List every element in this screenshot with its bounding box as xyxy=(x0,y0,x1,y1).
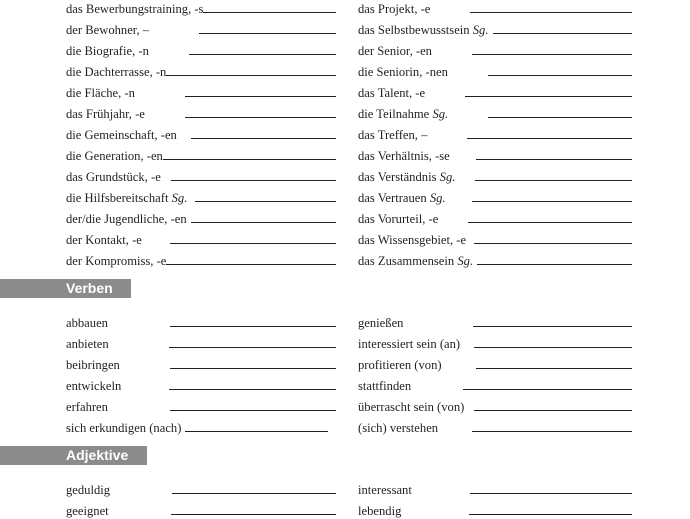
vocab-row xyxy=(358,38,632,59)
answer-line[interactable] xyxy=(191,138,336,139)
vocab-term: die Hilfsbereitschaft Sg. xyxy=(66,191,188,205)
vocab-row xyxy=(66,352,336,373)
vocab-row xyxy=(66,164,336,185)
vocab-row xyxy=(66,331,336,352)
vocab-row xyxy=(358,310,632,331)
vocab-row xyxy=(66,143,336,164)
vocab-row xyxy=(66,373,336,394)
vocab-term: das Verhältnis, -se xyxy=(358,149,450,163)
answer-line[interactable] xyxy=(195,201,336,202)
vocab-term: der Kompromiss, -e xyxy=(66,254,167,268)
vocab-term: beibringen xyxy=(66,358,120,372)
vocab-term: interessant xyxy=(358,483,412,497)
vocab-term: das Vertrauen Sg. xyxy=(358,191,446,205)
answer-line[interactable] xyxy=(488,75,632,76)
vocab-term: das Verständnis Sg. xyxy=(358,170,456,184)
vocab-row xyxy=(358,415,632,436)
vocab-term: geduldig xyxy=(66,483,111,497)
vocab-term: geeignet xyxy=(66,504,109,518)
vocab-row xyxy=(66,0,336,17)
section-heading-verben: Verben xyxy=(0,279,131,298)
answer-line[interactable] xyxy=(171,514,336,515)
answer-line[interactable] xyxy=(166,264,336,265)
vocab-term: die Teilnahme Sg. xyxy=(358,107,449,121)
vocab-row xyxy=(358,164,632,185)
vocab-term: der Bewohner, – xyxy=(66,23,150,37)
vocab-term: stattfinden xyxy=(358,379,412,393)
answer-line[interactable] xyxy=(170,326,336,327)
vocab-row xyxy=(358,185,632,206)
vocab-row xyxy=(358,248,632,269)
answer-line[interactable] xyxy=(477,264,632,265)
vocab-row xyxy=(66,80,336,101)
vocab-term: entwickeln xyxy=(66,379,122,393)
answer-line[interactable] xyxy=(493,33,633,34)
vocab-term: die Biografie, -n xyxy=(66,44,149,58)
vocab-row xyxy=(358,101,632,122)
vocab-term: genießen xyxy=(358,316,404,330)
vocab-row xyxy=(358,352,632,373)
vocab-term: interessiert sein (an) xyxy=(358,337,461,351)
answer-line[interactable] xyxy=(170,368,336,369)
section-heading-adjektive: Adjektive xyxy=(0,446,147,465)
vocab-term: profitieren (von) xyxy=(358,358,442,372)
vocab-term: abbauen xyxy=(66,316,108,330)
vocab-term: das Treffen, – xyxy=(358,128,428,142)
vocab-row xyxy=(66,38,336,59)
answer-line[interactable] xyxy=(203,12,336,13)
vocab-term: lebendig xyxy=(358,504,402,518)
vocab-row xyxy=(358,59,632,80)
vocab-row xyxy=(66,310,336,331)
vocab-term: das Talent, -e xyxy=(358,86,426,100)
answer-line[interactable] xyxy=(465,96,632,97)
vocab-row xyxy=(66,394,336,415)
vocab-term: das Zusammensein Sg. xyxy=(358,254,474,268)
answer-line[interactable] xyxy=(469,514,632,515)
vocab-row xyxy=(358,477,632,498)
vocab-term: das Selbstbewusstsein Sg. xyxy=(358,23,489,37)
vocab-term: das Frühjahr, -e xyxy=(66,107,145,121)
answer-line[interactable] xyxy=(472,201,632,202)
vocab-row xyxy=(358,331,632,352)
answer-line[interactable] xyxy=(476,159,632,160)
vocab-row xyxy=(66,59,336,80)
answer-line[interactable] xyxy=(488,117,632,118)
vocab-row xyxy=(358,17,632,38)
vocab-row xyxy=(66,498,336,519)
vocab-row xyxy=(66,227,336,248)
vocab-term: das Vorurteil, -e xyxy=(358,212,439,226)
vocab-term: der Kontakt, -e xyxy=(66,233,142,247)
answer-line[interactable] xyxy=(170,410,336,411)
vocab-term: der Senior, -en xyxy=(358,44,432,58)
vocab-row xyxy=(66,248,336,269)
answer-line[interactable] xyxy=(474,410,632,411)
vocab-term: die Gemeinschaft, -en xyxy=(66,128,177,142)
answer-line[interactable] xyxy=(163,159,336,160)
answer-line[interactable] xyxy=(169,389,336,390)
vocab-term: das Bewerbungstraining, -s xyxy=(66,2,204,16)
vocab-term: anbieten xyxy=(66,337,109,351)
vocab-row xyxy=(358,122,632,143)
answer-line[interactable] xyxy=(474,243,632,244)
answer-line[interactable] xyxy=(172,493,336,494)
answer-line[interactable] xyxy=(185,431,328,432)
answer-line[interactable] xyxy=(166,75,336,76)
vocab-row xyxy=(66,415,336,436)
answer-line[interactable] xyxy=(467,138,632,139)
vocab-term: die Dachterrasse, -n xyxy=(66,65,167,79)
answer-line[interactable] xyxy=(199,33,336,34)
vocab-row xyxy=(358,498,632,519)
vocab-term: das Wissensgebiet, -e xyxy=(358,233,467,247)
answer-line[interactable] xyxy=(470,12,632,13)
vocab-term: die Seniorin, -nen xyxy=(358,65,448,79)
answer-line[interactable] xyxy=(171,180,336,181)
answer-line[interactable] xyxy=(170,243,336,244)
vocab-term: erfahren xyxy=(66,400,108,414)
vocab-row xyxy=(358,0,632,17)
answer-line[interactable] xyxy=(169,347,336,348)
answer-line[interactable] xyxy=(472,431,632,432)
vocab-row xyxy=(358,143,632,164)
answer-line[interactable] xyxy=(475,180,632,181)
answer-line[interactable] xyxy=(189,54,336,55)
vocab-row xyxy=(358,373,632,394)
answer-line[interactable] xyxy=(476,368,632,369)
vocab-row xyxy=(66,17,336,38)
vocab-row xyxy=(66,122,336,143)
vocab-term: das Grundstück, -e xyxy=(66,170,161,184)
answer-line[interactable] xyxy=(463,389,632,390)
vocab-term: das Projekt, -e xyxy=(358,2,431,16)
vocab-row xyxy=(66,185,336,206)
answer-line[interactable] xyxy=(473,326,632,327)
vocab-term: (sich) verstehen xyxy=(358,421,439,435)
vocab-row xyxy=(66,206,336,227)
vocab-row xyxy=(358,227,632,248)
answer-line[interactable] xyxy=(470,493,632,494)
vocab-term: sich erkundigen (nach) xyxy=(66,421,182,435)
answer-line[interactable] xyxy=(472,54,632,55)
answer-line[interactable] xyxy=(191,222,336,223)
answer-line[interactable] xyxy=(185,96,336,97)
vocab-term: überrascht sein (von) xyxy=(358,400,465,414)
vocab-row xyxy=(358,206,632,227)
vocab-term: die Fläche, -n xyxy=(66,86,135,100)
vocab-term: die Generation, -en xyxy=(66,149,163,163)
answer-line[interactable] xyxy=(185,117,336,118)
vocab-row xyxy=(66,101,336,122)
vocab-row xyxy=(66,477,336,498)
answer-line[interactable] xyxy=(474,347,632,348)
vocab-row xyxy=(358,80,632,101)
vocab-term: der/die Jugendliche, -en xyxy=(66,212,187,226)
vocab-row xyxy=(358,394,632,415)
answer-line[interactable] xyxy=(468,222,632,223)
